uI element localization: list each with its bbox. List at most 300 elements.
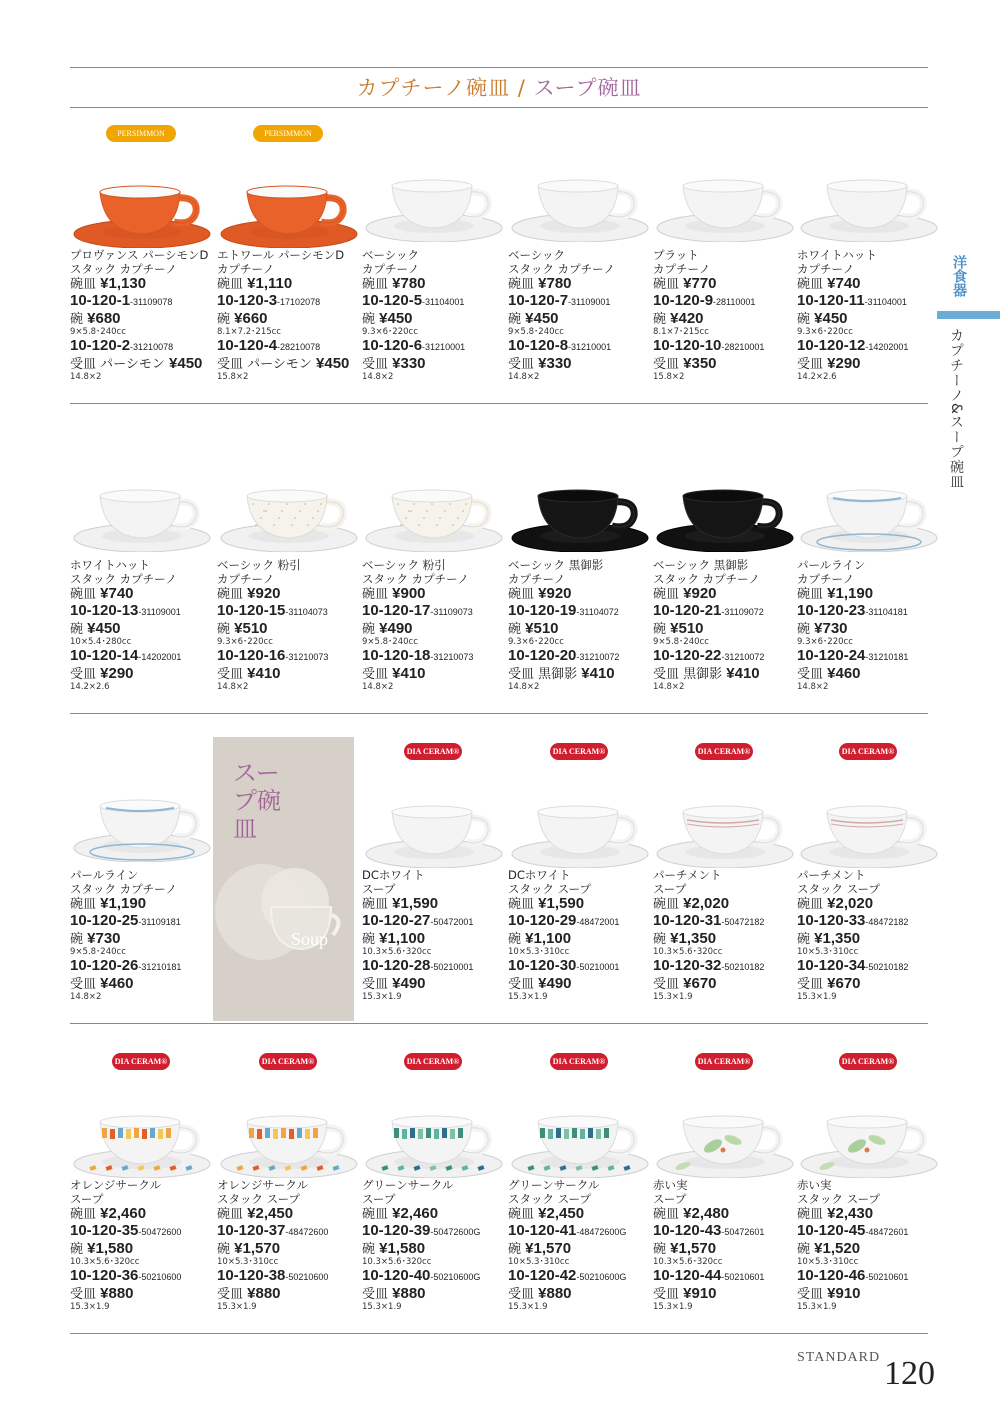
- product-name-sub: カプチーノ: [653, 262, 711, 276]
- plate-price-line: 受皿 ¥670: [653, 975, 717, 992]
- brand-badge: DIA CERAM®: [695, 1053, 753, 1070]
- product-name-sub: カプチーノ: [797, 262, 855, 276]
- bowl-price-line: 碗 ¥450: [508, 310, 559, 327]
- bowl-price-line: 碗 ¥490: [362, 620, 413, 637]
- bowl-size: 10.3×5.6･320cc: [653, 947, 723, 957]
- plate-size: 15.3×1.9: [797, 992, 837, 1002]
- bowl-size: 10.3×5.6･320cc: [362, 947, 432, 957]
- cup-saucer-image: [508, 142, 652, 242]
- bowl-price-line: 碗 ¥510: [653, 620, 704, 637]
- plate-price-line: 受皿 ¥350: [653, 355, 717, 372]
- set-price-line: 碗皿 ¥2,460: [362, 1205, 439, 1222]
- brand-badge: PERSIMMON: [106, 125, 176, 142]
- product-name-sub: スープ: [70, 1192, 104, 1206]
- product-info: [653, 248, 764, 382]
- product-card: [653, 430, 797, 715]
- product-card: [217, 1050, 361, 1335]
- product-name-sub: スタック カプチーノ: [362, 572, 469, 586]
- bowl-size: 10×5.3･310cc: [797, 947, 859, 957]
- product-info: [362, 248, 465, 382]
- plate-price-line: 受皿 パーシモン ¥450: [70, 355, 203, 372]
- product-info: [362, 1178, 480, 1312]
- product-card: [70, 120, 214, 405]
- product-info: [70, 558, 181, 692]
- bowl-code: 10-120-6-31210001: [362, 337, 466, 354]
- bowl-code: 10-120-16-31210073: [217, 647, 329, 664]
- bowl-code: 10-120-10-28210001: [653, 337, 765, 354]
- product-name: パールライン: [797, 558, 866, 572]
- plate-size: 14.8×2: [362, 372, 394, 382]
- brand-badge: PERSIMMON: [253, 125, 323, 142]
- product-info: [217, 1178, 328, 1312]
- product-name: ホワイトハット: [797, 248, 877, 262]
- product-name: オレンジサークル: [70, 1178, 162, 1192]
- set-price-line: 碗皿 ¥920: [217, 585, 281, 602]
- cup-saucer-image: [653, 1078, 797, 1178]
- plate-size: 15.3×1.9: [508, 992, 548, 1002]
- product-name-sub: スタック スープ: [508, 1192, 592, 1206]
- set-code: 10-120-21-31109072: [653, 602, 764, 619]
- bowl-code: 10-120-42-50210600G: [508, 1267, 627, 1284]
- set-price-line: 碗皿 ¥740: [70, 585, 134, 602]
- bowl-price-line: 碗 ¥1,100: [362, 930, 426, 947]
- bowl-code: 10-120-38-50210600: [217, 1267, 329, 1284]
- plate-price-line: 受皿 ¥910: [797, 1285, 861, 1302]
- product-info: [797, 558, 908, 692]
- set-price-line: 碗皿 ¥2,430: [797, 1205, 874, 1222]
- product-name: ベーシック 粉引: [362, 558, 446, 572]
- bowl-price-line: 碗 ¥1,570: [217, 1240, 281, 1257]
- bowl-price-line: 碗 ¥1,350: [797, 930, 861, 947]
- bowl-size: 9.3×6･220cc: [797, 327, 853, 337]
- set-price-line: 碗皿 ¥920: [508, 585, 572, 602]
- page-title: カプチーノ碗皿 / スープ碗皿: [356, 76, 642, 100]
- cup-saucer-image: [70, 452, 214, 552]
- cup-saucer-image: [362, 142, 506, 242]
- product-info: [797, 1178, 908, 1312]
- bowl-price-line: 碗 ¥450: [362, 310, 413, 327]
- bowl-size: 10×5.3･310cc: [508, 1257, 570, 1267]
- plate-price-line: 受皿 ¥670: [797, 975, 861, 992]
- set-code: 10-120-33-48472182: [797, 912, 909, 929]
- product-card: [508, 120, 652, 405]
- plate-size: 15.3×1.9: [508, 1302, 548, 1312]
- bowl-price-line: 碗 ¥420: [653, 310, 704, 327]
- bowl-size: 9×5.8･240cc: [362, 637, 418, 647]
- product-name-sub: スタック カプチーノ: [70, 882, 177, 896]
- set-code: 10-120-29-48472001: [508, 912, 620, 929]
- product-info: [70, 248, 208, 382]
- brand-badge: DIA CERAM®: [839, 743, 897, 760]
- set-code: 10-120-25-31109181: [70, 912, 181, 929]
- side-category: 洋食器: [951, 255, 967, 297]
- product-name-sub: スープ: [362, 1192, 396, 1206]
- plate-price-line: 受皿 ¥330: [362, 355, 426, 372]
- set-price-line: 碗皿 ¥740: [797, 275, 861, 292]
- cup-saucer-image: [70, 762, 214, 862]
- cup-saucer-image: [508, 1078, 652, 1178]
- bowl-code: 10-120-36-50210600: [70, 1267, 182, 1284]
- product-card: [70, 1050, 214, 1335]
- product-name: 赤い実: [653, 1178, 688, 1192]
- cup-saucer-image: [653, 142, 797, 242]
- product-card: [797, 740, 941, 1025]
- product-name-sub: スタック カプチーノ: [70, 262, 177, 276]
- plate-size: 15.8×2: [653, 372, 685, 382]
- bowl-code: 10-120-8-31210001: [508, 337, 612, 354]
- bowl-price-line: 碗 ¥510: [217, 620, 268, 637]
- bowl-code: 10-120-32-50210182: [653, 957, 765, 974]
- product-name-sub: スープ: [653, 1192, 687, 1206]
- plate-size: 14.8×2: [362, 682, 394, 692]
- bowl-price-line: 碗 ¥660: [217, 310, 268, 327]
- top-rule: [70, 67, 928, 68]
- set-price-line: 碗皿 ¥1,190: [797, 585, 874, 602]
- plate-size: 14.8×2: [217, 682, 249, 692]
- product-card: [362, 740, 506, 1025]
- plate-size: 14.8×2: [797, 682, 829, 692]
- product-name-sub: スタック スープ: [797, 882, 881, 896]
- bowl-price-line: 碗 ¥510: [508, 620, 559, 637]
- product-card: [508, 1050, 652, 1335]
- set-code: 10-120-41-48472600G: [508, 1222, 627, 1239]
- product-name: ベーシック 黒御影: [653, 558, 749, 572]
- plate-price-line: 受皿 ¥880: [362, 1285, 426, 1302]
- bowl-size: 10×5.3･310cc: [797, 1257, 859, 1267]
- product-card: [362, 430, 506, 715]
- product-name-sub: スタック カプチーノ: [508, 262, 615, 276]
- brand-badge: DIA CERAM®: [259, 1053, 317, 1070]
- plate-price-line: 受皿 ¥880: [508, 1285, 572, 1302]
- product-card: [70, 740, 214, 1025]
- plate-price-line: 受皿 ¥290: [70, 665, 134, 682]
- set-code: 10-120-31-50472182: [653, 912, 765, 929]
- bowl-price-line: 碗 ¥1,580: [70, 1240, 134, 1257]
- brand-badge: DIA CERAM®: [839, 1053, 897, 1070]
- bowl-size: 9.3×6･220cc: [362, 327, 418, 337]
- cup-saucer-image: [508, 768, 652, 868]
- brand-badge: DIA CERAM®: [112, 1053, 170, 1070]
- plate-size: 14.8×2: [508, 682, 540, 692]
- product-name-sub: カプチーノ: [797, 572, 855, 586]
- cup-saucer-image: [217, 148, 361, 248]
- set-price-line: 碗皿 ¥2,020: [797, 895, 874, 912]
- bowl-size: 9.3×6･220cc: [508, 637, 564, 647]
- plate-size: 15.3×1.9: [653, 1302, 693, 1312]
- product-name-sub: カプチーノ: [508, 572, 566, 586]
- cup-saucer-image: [797, 768, 941, 868]
- bowl-code: 10-120-40-50210600G: [362, 1267, 481, 1284]
- cup-saucer-image: [653, 768, 797, 868]
- plate-price-line: 受皿 ¥290: [797, 355, 861, 372]
- plate-price-line: 受皿 黒御影 ¥410: [653, 665, 760, 682]
- product-card: [508, 430, 652, 715]
- bowl-code: 10-120-30-50210001: [508, 957, 620, 974]
- plate-price-line: 受皿 ¥910: [653, 1285, 717, 1302]
- product-info: [797, 868, 908, 1002]
- bowl-code: 10-120-12-14202001: [797, 337, 909, 354]
- product-info: [508, 868, 619, 1002]
- set-code: 10-120-39-50472600G: [362, 1222, 481, 1239]
- set-code: 10-120-27-50472001: [362, 912, 474, 929]
- product-name-sub: スタック スープ: [217, 1192, 301, 1206]
- bowl-size: 9×5.8･240cc: [70, 327, 126, 337]
- bowl-size: 10×5.3･310cc: [508, 947, 570, 957]
- cup-saucer-image: [797, 1078, 941, 1178]
- bowl-price-line: 碗 ¥730: [70, 930, 121, 947]
- plate-size: 14.8×2: [508, 372, 540, 382]
- set-price-line: 碗皿 ¥2,450: [217, 1205, 294, 1222]
- product-name: プロヴァンス パーシモンD: [70, 248, 209, 262]
- set-price-line: 碗皿 ¥780: [362, 275, 426, 292]
- bowl-size: 10.3×5.6･320cc: [653, 1257, 723, 1267]
- product-name-sub: スタック スープ: [797, 1192, 881, 1206]
- set-code: 10-120-3-17102078: [217, 292, 321, 309]
- bowl-code: 10-120-34-50210182: [797, 957, 909, 974]
- plate-size: 14.8×2: [653, 682, 685, 692]
- product-name-sub: スタック カプチーノ: [653, 572, 760, 586]
- product-info: [653, 1178, 764, 1312]
- bowl-size: 9×5.8･240cc: [653, 637, 709, 647]
- cup-saucer-image: [217, 452, 361, 552]
- product-info: [70, 868, 181, 1002]
- product-name: グリーンサークル: [508, 1178, 600, 1192]
- set-code: 10-120-43-50472601: [653, 1222, 765, 1239]
- product-card: [362, 120, 506, 405]
- bowl-size: 10×5.3･310cc: [217, 1257, 279, 1267]
- bowl-code: 10-120-20-31210072: [508, 647, 620, 664]
- set-price-line: 碗皿 ¥1,110: [217, 275, 293, 292]
- bowl-price-line: 碗 ¥450: [70, 620, 121, 637]
- product-name: ベーシック 粉引: [217, 558, 301, 572]
- set-code: 10-120-7-31109001: [508, 292, 611, 309]
- brand-badge: DIA CERAM®: [404, 743, 462, 760]
- bowl-size: 10.3×5.6･320cc: [362, 1257, 432, 1267]
- product-card: [653, 740, 797, 1025]
- set-code: 10-120-5-31104001: [362, 292, 465, 309]
- product-info: [217, 558, 328, 692]
- soup-section-title: スープ碗皿: [233, 759, 281, 843]
- set-price-line: 碗皿 ¥780: [508, 275, 572, 292]
- product-card: [653, 120, 797, 405]
- bowl-size: 10×5.4･280cc: [70, 637, 132, 647]
- plate-size: 15.3×1.9: [362, 1302, 402, 1312]
- cup-saucer-image: [362, 452, 506, 552]
- side-subcategory: カプチーノ&スープ碗皿: [948, 328, 964, 490]
- plate-price-line: 受皿 ¥460: [797, 665, 861, 682]
- plate-price-line: 受皿 ¥460: [70, 975, 134, 992]
- soup-section-panel: [213, 737, 354, 1021]
- bowl-code: 10-120-26-31210181: [70, 957, 182, 974]
- bowl-price-line: 碗 ¥450: [797, 310, 848, 327]
- product-name-sub: スタック カプチーノ: [70, 572, 177, 586]
- product-name: グリーンサークル: [362, 1178, 454, 1192]
- set-code: 10-120-1-31109078: [70, 292, 173, 309]
- cup-saucer-image: [797, 452, 941, 552]
- set-code: 10-120-9-28110001: [653, 292, 756, 309]
- bowl-size: 9.3×6･220cc: [217, 637, 273, 647]
- cup-saucer-image: [362, 1078, 506, 1178]
- bowl-size: 9.3×6･220cc: [797, 637, 853, 647]
- side-tab-bar: [937, 311, 1000, 319]
- bowl-code: 10-120-28-50210001: [362, 957, 474, 974]
- plate-price-line: 受皿 黒御影 ¥410: [508, 665, 615, 682]
- set-code: 10-120-19-31104072: [508, 602, 619, 619]
- product-card: [797, 120, 941, 405]
- cup-saucer-image: [217, 1078, 361, 1178]
- product-name-sub: カプチーノ: [217, 262, 275, 276]
- brand-badge: DIA CERAM®: [550, 1053, 608, 1070]
- product-info: [653, 868, 764, 1002]
- plate-price-line: 受皿 パーシモン ¥450: [217, 355, 350, 372]
- bowl-price-line: 碗 ¥1,100: [508, 930, 572, 947]
- set-price-line: 碗皿 ¥1,590: [362, 895, 439, 912]
- set-code: 10-120-37-48472600: [217, 1222, 329, 1239]
- plate-size: 15.3×1.9: [797, 1302, 837, 1312]
- set-price-line: 碗皿 ¥770: [653, 275, 717, 292]
- bowl-size: 8.1×7･215cc: [653, 327, 709, 337]
- product-info: [797, 248, 908, 382]
- plate-size: 14.8×2: [70, 992, 102, 1002]
- title-rule: [70, 107, 928, 108]
- product-card: [70, 430, 214, 715]
- bowl-price-line: 碗 ¥680: [70, 310, 121, 327]
- set-price-line: 碗皿 ¥2,460: [70, 1205, 147, 1222]
- product-name: プラット: [653, 248, 699, 262]
- product-name: パーチメント: [797, 868, 866, 882]
- set-code: 10-120-35-50472600: [70, 1222, 182, 1239]
- product-name-sub: スープ: [362, 882, 396, 896]
- product-card: [508, 740, 652, 1025]
- bowl-price-line: 碗 ¥1,570: [653, 1240, 717, 1257]
- product-name: オレンジサークル: [217, 1178, 309, 1192]
- product-name: 赤い実: [797, 1178, 832, 1192]
- product-info: [508, 558, 619, 692]
- product-name: ベーシック: [362, 248, 420, 262]
- soup-cup-illustration: [213, 737, 354, 1021]
- product-name: ベーシック 黒御影: [508, 558, 604, 572]
- bowl-size: 8.1×7.2･215cc: [217, 327, 281, 337]
- product-info: [70, 1178, 181, 1312]
- product-info: [508, 1178, 626, 1312]
- product-info: [362, 868, 473, 1002]
- bowl-code: 10-120-24-31210181: [797, 647, 909, 664]
- plate-price-line: 受皿 ¥880: [70, 1285, 134, 1302]
- plate-size: 15.3×1.9: [70, 1302, 110, 1312]
- product-info: [217, 248, 349, 382]
- soup-word: Soup: [291, 929, 329, 949]
- plate-price-line: 受皿 ¥330: [508, 355, 572, 372]
- product-name: ベーシック: [508, 248, 566, 262]
- bowl-code: 10-120-44-50210601: [653, 1267, 765, 1284]
- product-name-sub: カプチーノ: [217, 572, 275, 586]
- plate-price-line: 受皿 ¥410: [217, 665, 281, 682]
- product-card: [653, 1050, 797, 1335]
- bowl-price-line: 碗 ¥1,520: [797, 1240, 861, 1257]
- product-info: [508, 248, 615, 382]
- plate-price-line: 受皿 ¥490: [508, 975, 572, 992]
- set-code: 10-120-13-31109001: [70, 602, 181, 619]
- bowl-code: 10-120-46-50210601: [797, 1267, 909, 1284]
- product-name: DCホワイト: [508, 868, 571, 882]
- cup-saucer-image: [70, 1078, 214, 1178]
- set-price-line: 碗皿 ¥900: [362, 585, 426, 602]
- bowl-price-line: 碗 ¥1,580: [362, 1240, 426, 1257]
- bowl-code: 10-120-18-31210073: [362, 647, 474, 664]
- bowl-price-line: 碗 ¥1,570: [508, 1240, 572, 1257]
- footer-label: STANDARD: [797, 1350, 881, 1365]
- set-price-line: 碗皿 ¥1,130: [70, 275, 147, 292]
- product-name: ホワイトハット: [70, 558, 150, 572]
- product-name-sub: カプチーノ: [362, 262, 420, 276]
- set-code: 10-120-45-48472601: [797, 1222, 909, 1239]
- set-price-line: 碗皿 ¥2,480: [653, 1205, 730, 1222]
- plate-size: 14.2×2.6: [797, 372, 837, 382]
- plate-price-line: 受皿 ¥880: [217, 1285, 281, 1302]
- bowl-size: 10.3×5.6･320cc: [70, 1257, 140, 1267]
- set-code: 10-120-23-31104181: [797, 602, 908, 619]
- plate-size: 15.3×1.9: [362, 992, 402, 1002]
- brand-badge: DIA CERAM®: [695, 743, 753, 760]
- bowl-code: 10-120-4-28210078: [217, 337, 321, 354]
- product-name: パールライン: [70, 868, 139, 882]
- bowl-size: 9×5.8･240cc: [70, 947, 126, 957]
- product-card: [217, 430, 361, 715]
- product-card: [217, 120, 361, 405]
- cup-saucer-image: [508, 452, 652, 552]
- brand-badge: DIA CERAM®: [404, 1053, 462, 1070]
- set-code: 10-120-17-31109073: [362, 602, 473, 619]
- set-price-line: 碗皿 ¥1,190: [70, 895, 147, 912]
- bowl-price-line: 碗 ¥730: [797, 620, 848, 637]
- bowl-code: 10-120-2-31210078: [70, 337, 174, 354]
- product-name: パーチメント: [653, 868, 722, 882]
- plate-price-line: 受皿 ¥410: [362, 665, 426, 682]
- set-price-line: 碗皿 ¥920: [653, 585, 717, 602]
- cup-saucer-image: [653, 452, 797, 552]
- set-price-line: 碗皿 ¥2,020: [653, 895, 730, 912]
- brand-badge: DIA CERAM®: [550, 743, 608, 760]
- plate-size: 14.2×2.6: [70, 682, 110, 692]
- page-number: 120: [884, 1355, 935, 1392]
- bowl-code: 10-120-14-14202001: [70, 647, 182, 664]
- bowl-price-line: 碗 ¥1,350: [653, 930, 717, 947]
- product-name: DCホワイト: [362, 868, 425, 882]
- cup-saucer-image: [70, 148, 214, 248]
- product-name: エトワール パーシモンD: [217, 248, 345, 262]
- plate-size: 15.3×1.9: [653, 992, 693, 1002]
- product-info: [653, 558, 764, 692]
- plate-size: 14.8×2: [70, 372, 102, 382]
- product-card: [362, 1050, 506, 1335]
- product-card: [797, 1050, 941, 1335]
- plate-size: 15.3×1.9: [217, 1302, 257, 1312]
- product-card: [797, 430, 941, 715]
- cup-saucer-image: [362, 768, 506, 868]
- product-name-sub: スタック スープ: [508, 882, 592, 896]
- cup-saucer-image: [797, 142, 941, 242]
- product-name-sub: スープ: [653, 882, 687, 896]
- set-code: 10-120-15-31104073: [217, 602, 328, 619]
- product-info: [362, 558, 473, 692]
- set-code: 10-120-11-31104001: [797, 292, 907, 309]
- set-price-line: 碗皿 ¥1,590: [508, 895, 585, 912]
- set-price-line: 碗皿 ¥2,450: [508, 1205, 585, 1222]
- bowl-code: 10-120-22-31210072: [653, 647, 765, 664]
- bowl-size: 9×5.8･240cc: [508, 327, 564, 337]
- plate-price-line: 受皿 ¥490: [362, 975, 426, 992]
- plate-size: 15.8×2: [217, 372, 249, 382]
